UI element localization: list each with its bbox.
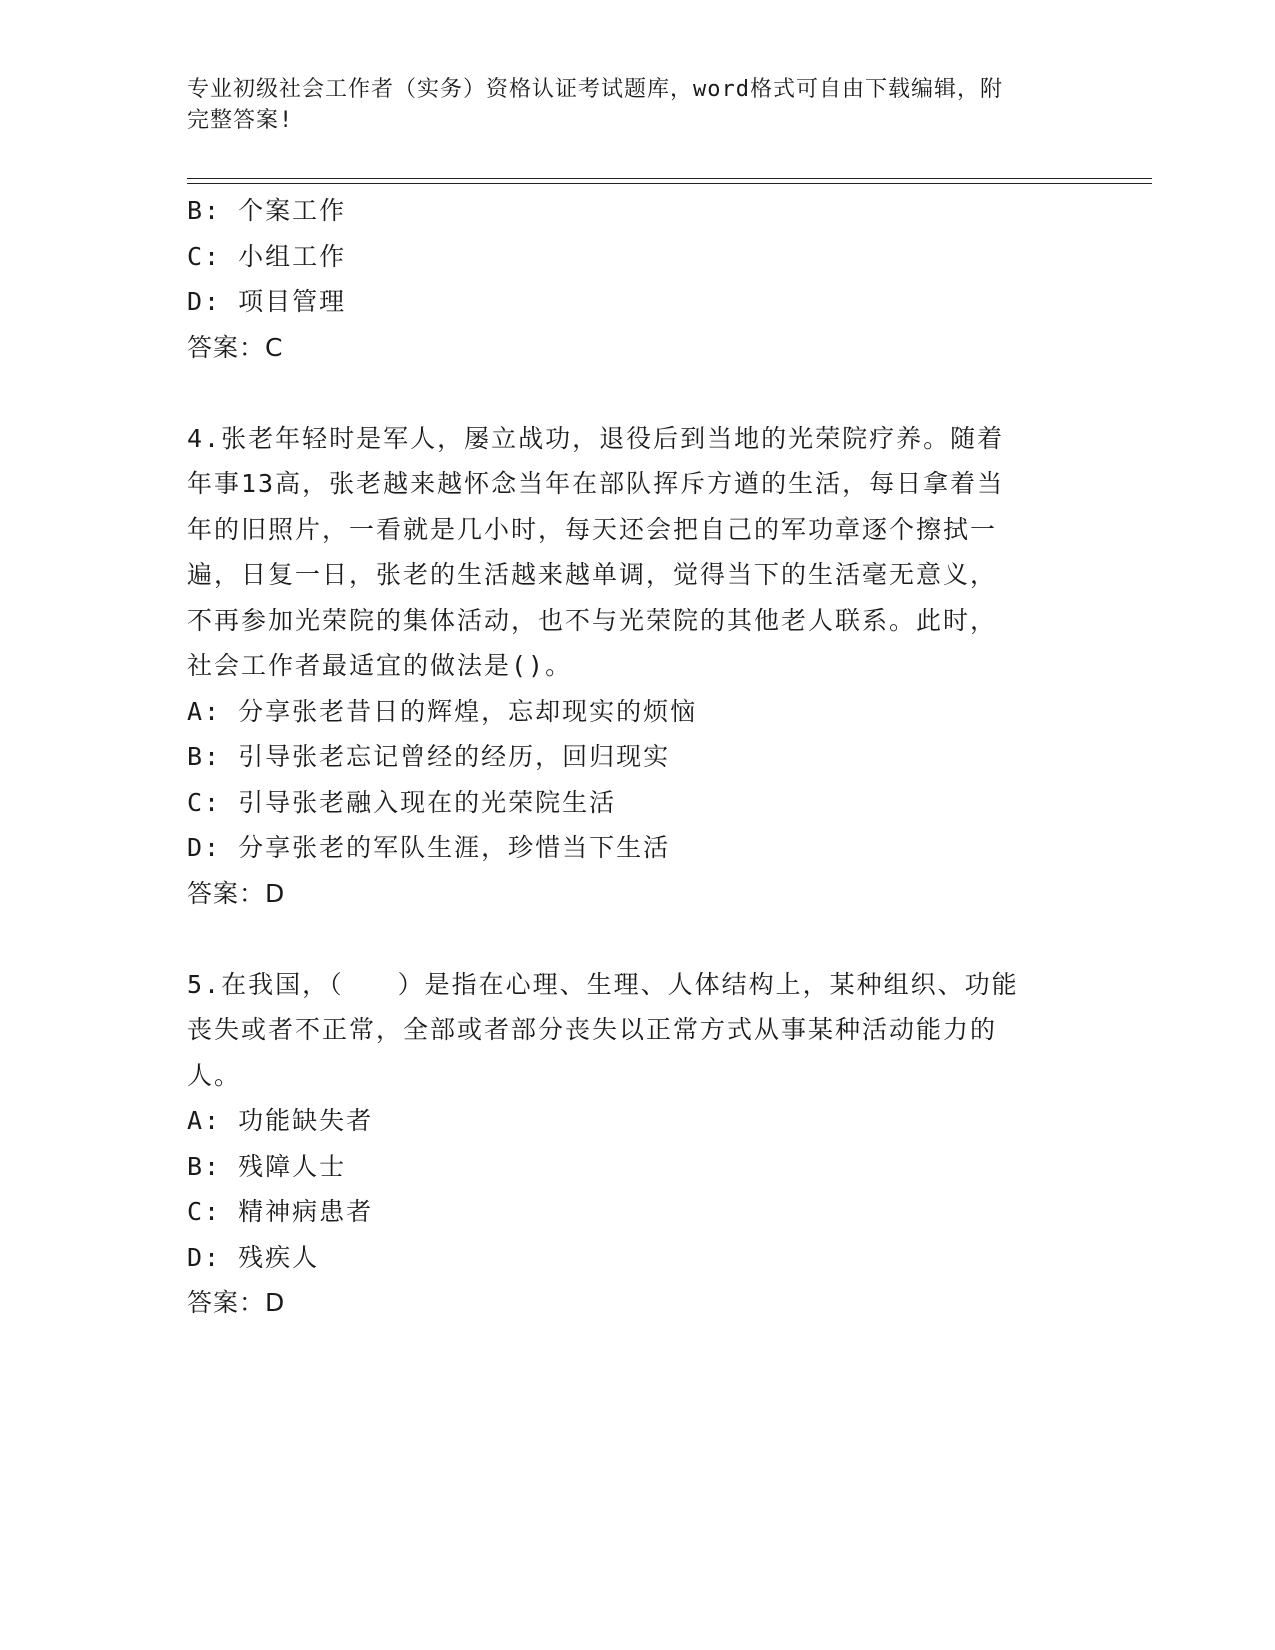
- q4-stem-line-5: 不再参加光荣院的集体活动，也不与光荣院的其他老人联系。此时，: [187, 605, 998, 635]
- q5-stem-line-3: 人。: [187, 1060, 242, 1090]
- q3-option-d: D: 项目管理: [187, 287, 347, 316]
- q4-stem-line-3: 年的旧照片，一看就是几小时，每天还会把自己的军功章逐个擦拭一: [187, 514, 998, 544]
- q3-option-c: C: 小组工作: [187, 241, 347, 271]
- header-line-2: 完整答案!: [187, 108, 294, 133]
- question-3: [187, 188, 1087, 370]
- q5-answer: 答案：D: [187, 1288, 286, 1317]
- question-5: [187, 962, 1087, 1326]
- q4-option-a: A: 分享张老昔日的辉煌，忘却现实的烦恼: [187, 696, 698, 726]
- q5-option-d: D: 残疾人: [187, 1242, 320, 1272]
- q5-option-a: A: 功能缺失者: [187, 1106, 374, 1135]
- q4-option-b: B: 引导张老忘记曾经的经历，回归现实: [187, 742, 671, 771]
- q5-option-b: B: 残障人士: [187, 1151, 347, 1181]
- q4-option-d: D: 分享张老的军队生涯，珍惜当下生活: [187, 833, 671, 862]
- spacer: [187, 916, 1087, 962]
- document-header: [187, 74, 1087, 136]
- header-divider-bottom: [187, 183, 1152, 184]
- q5-stem-line-2: 丧失或者不正常，全部或者部分丧失以正常方式从事某种活动能力的: [187, 1015, 998, 1044]
- q5-option-c: C: 精神病患者: [187, 1197, 374, 1226]
- q4-stem-line-1: 4.张老年轻时是军人，屡立战功，退役后到当地的光荣院疗养。随着: [187, 423, 1005, 453]
- header-line-1: 专业初级社会工作者（实务）资格认证考试题库，word格式可自由下载编辑，附: [187, 77, 1003, 102]
- document-body: [187, 188, 1087, 1326]
- q3-option-b: B: 个案工作: [187, 196, 347, 225]
- q4-stem-line-6: 社会工作者最适宜的做法是()。: [187, 651, 573, 680]
- header-divider-top: [187, 178, 1152, 179]
- q4-stem-line-4: 遍，日复一日，张老的生活越来越单调，觉得当下的生活毫无意义，: [187, 560, 998, 589]
- question-4: [187, 416, 1087, 917]
- q3-answer: 答案：C: [187, 332, 284, 362]
- q4-option-c: C: 引导张老融入现在的光荣院生活: [187, 787, 617, 817]
- q4-stem-line-2: 年事13高，张老越来越怀念当年在部队挥斥方遒的生活，每日拿着当: [187, 469, 1005, 498]
- q4-answer: 答案：D: [187, 878, 286, 908]
- q5-stem-line-1: 5.在我国，（ ）是指在心理、生理、人体结构上，某种组织、功能: [187, 969, 1019, 999]
- spacer: [187, 370, 1087, 416]
